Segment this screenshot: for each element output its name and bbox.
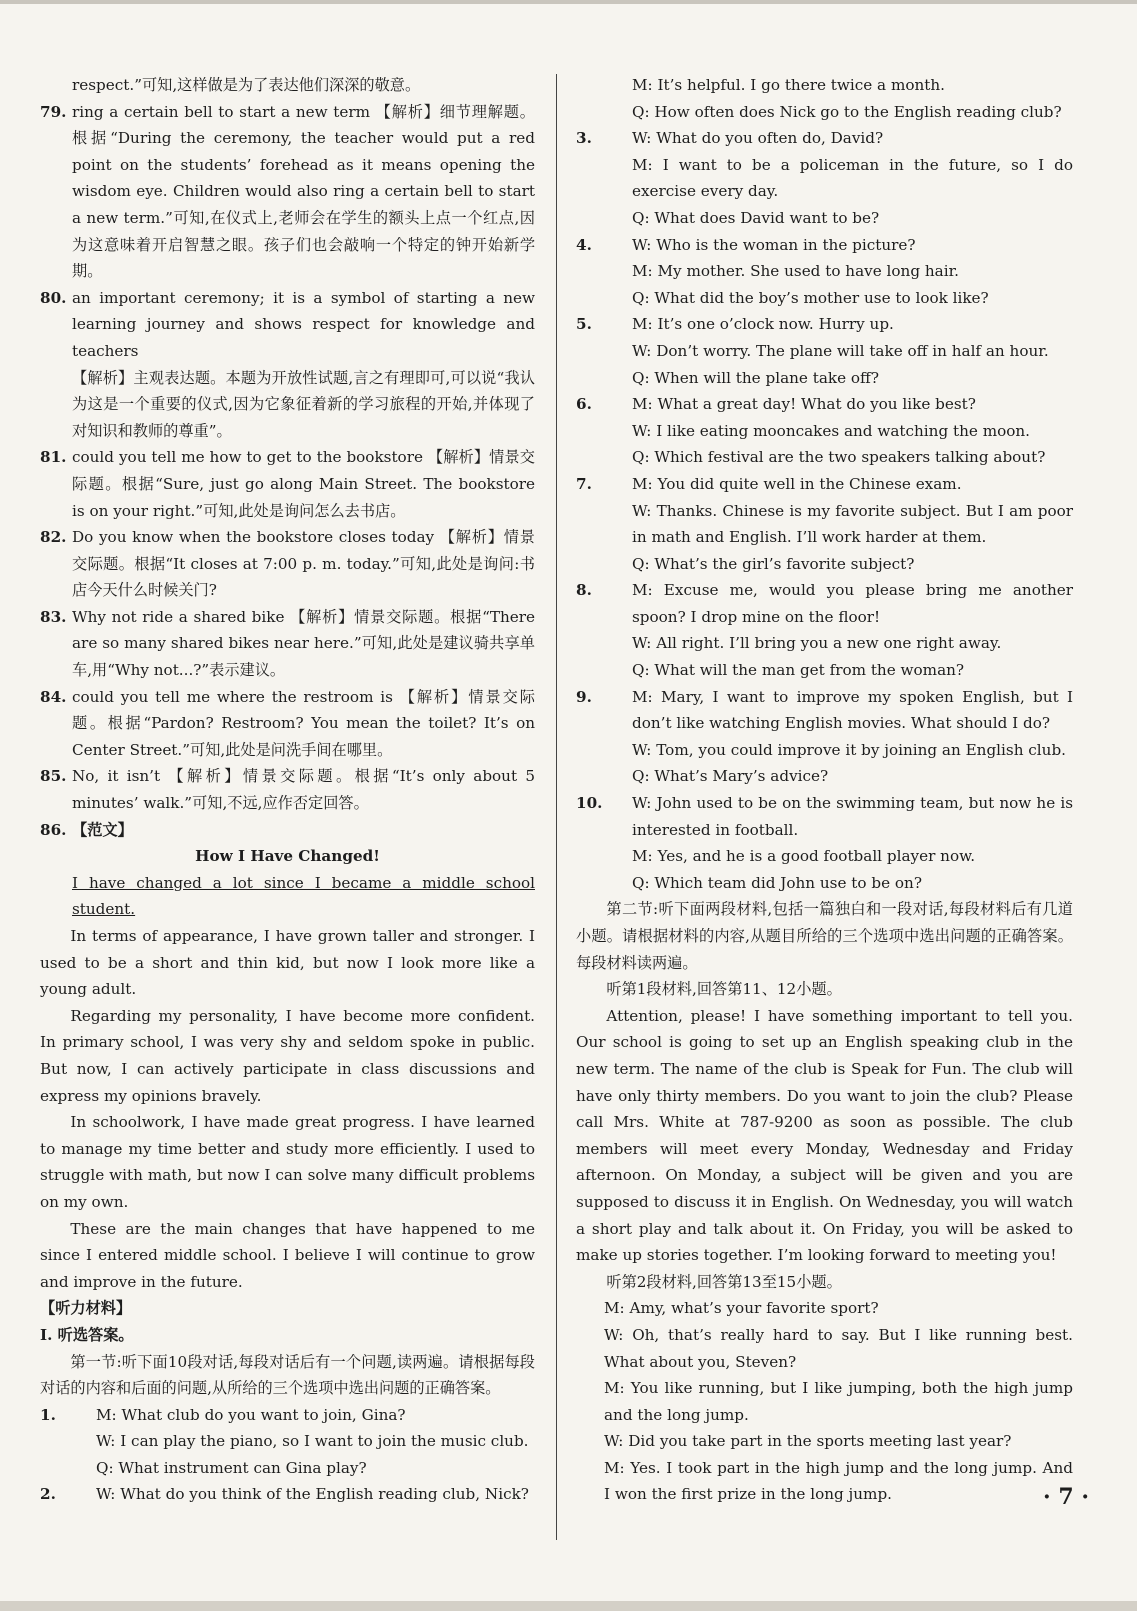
dialogue-5-question: Q: When will the plane take off?: [632, 368, 879, 387]
continued-text: respect.”可知,这样做是为了表达他们深深的敬意。: [72, 76, 421, 94]
answer-86: 86. 【范文】: [40, 820, 133, 839]
material-2-line: W: Did you take part in the sports meeting last year?: [604, 1432, 1012, 1451]
answer-82: 82. Do you know when the bookstore closes today 【解析】情景交际题。根据“It closes at 7:00 p. m. today.”可知,此处是询问:书店今天什么时候关门?: [40, 528, 535, 600]
dialogue-7-line-b: W: Thanks. Chinese is my favorite subject. But I am poor in math and English. I’ll work harder at them.: [632, 501, 1073, 547]
dialogue-3-question: Q: What does David want to be?: [632, 208, 880, 227]
dialogue-7-question: Q: What’s the girl’s favorite subject?: [632, 554, 915, 573]
dialogue-4-question: Q: What did the boy’s mother use to look like?: [632, 288, 989, 307]
material-1-monologue: Attention, please! I have something important to tell you. Our school is going to set up an English speaking club in the new term. The name of the club is Speak for Fun. The club will have only thirty members. Do you want to join the club? Please call Mrs. White at 787-9200 as soon as possible. The club members will meet every Monday, Wednesday and Friday afternoon. On Monday, a subject will be given and you are supposed to discuss it in English. On Wednesday, you will watch a short play and talk about it. On Friday, you will be asked to make up stories together. I’m looking forward to meeting you!: [576, 1006, 1073, 1265]
page-number: · 7 ·: [1043, 1484, 1089, 1510]
answer-81: 81. could you tell me how to get to the bookstore 【解析】情景交际题。根据“Sure, just go along Main Street. The bookstore is on your right.”可知,此处是询问怎么去书店。: [40, 448, 535, 520]
essay-paragraph-1: In terms of appearance, I have grown taller and stronger. I used to be a short and thin kid, but now I look more like a young adult.: [40, 927, 535, 999]
dialogue-6-line-a: 6. M: What a great day! What do you like best?: [576, 395, 976, 414]
material-2-header: 听第2段材料,回答第13至15小题。: [606, 1272, 842, 1291]
essay-first-line: I have changed a lot since I became a middle school student.: [72, 873, 535, 919]
dialogue-8-question: Q: What will the man get from the woman?: [632, 661, 965, 680]
bottom-band: [0, 1601, 1137, 1611]
dialogue-2-line-a: 2. W: What do you think of the English reading club, Nick?: [40, 1485, 529, 1504]
dialogue-6-question: Q: Which festival are the two speakers talking about?: [632, 448, 1046, 467]
left-column: [40, 72, 535, 1508]
dialogue-9-question: Q: What’s Mary’s advice?: [632, 767, 829, 786]
dialogue-1-question: Q: What instrument can Gina play?: [96, 1458, 367, 1477]
dialogue-8-line-b: W: All right. I’ll bring you a new one right away.: [632, 634, 1002, 653]
answer-84: 84. could you tell me where the restroom is 【解析】情景交际题。根据“Pardon? Restroom? You mean the toilet? It’s on Center Street.”可知,此处是问洗手间在哪里。: [40, 687, 535, 759]
essay-paragraph-2: Regarding my personality, I have become more confident. In primary school, I was very shy and seldom spoke in public. But now, I can actively participate in class discussions and express my opinions bravely.: [40, 1006, 535, 1105]
dialogue-8-line-a: 8. M: Excuse me, would you please bring me another spoon? I drop mine on the floor!: [576, 581, 1073, 626]
top-rule: [0, 0, 1137, 4]
dialogue-5-line-a: 5. M: It’s one o’clock now. Hurry up.: [576, 315, 894, 334]
answer-80-analysis: 【解析】主观表达题。本题为开放性试题,言之有理即可,可以说“我认为这是一个重要的仪式,因为它象征着新的学习旅程的开始,并体现了对知识和教师的尊重”。: [72, 368, 535, 440]
dialogue-5-line-b: W: Don’t worry. The plane will take off in half an hour.: [632, 341, 1049, 360]
material-2-line: W: Oh, that’s really hard to say. But I like running best. What about you, Steven?: [604, 1325, 1073, 1371]
material-2-line: M: You like running, but I like jumping, both the high jump and the long jump.: [604, 1379, 1073, 1424]
dialogue-10-line-b: M: Yes, and he is a good football player now.: [632, 847, 976, 866]
section-1-title: I. 听选答案。: [40, 1325, 134, 1344]
dialogue-9-line-b: W: Tom, you could improve it by joining an English club.: [632, 740, 1066, 759]
material-1-header: 听第1段材料,回答第11、12小题。: [606, 980, 842, 999]
dialogue-3-line-b: M: I want to be a policeman in the future, so I do exercise every day.: [632, 155, 1073, 201]
dialogue-10-question: Q: Which team did John use to be on?: [632, 873, 922, 892]
listening-header: 【听力材料】: [40, 1299, 132, 1318]
dialogue-10-line-a: 10. W: John used to be on the swimming team, but now he is interested in football.: [576, 794, 1073, 839]
dialogue-3-line-a: 3. W: What do you often do, David?: [576, 129, 884, 148]
section-2-instructions: 第二节:听下面两段材料,包括一篇独白和一段对话,每段材料后有几道小题。请根据材料的内容,从题目所给的三个选项中选出问题的正确答案。每段材料读两遍。: [576, 900, 1073, 972]
material-2-line: M: Amy, what’s your favorite sport?: [604, 1299, 879, 1318]
answer-85: 85. No, it isn’t 【解析】情景交际题。根据“It’s only about 5 minutes’ walk.”可知,不远,应作否定回答。: [40, 767, 535, 813]
dialogue-1-line-a: 1. M: What club do you want to join, Gina?: [40, 1405, 406, 1424]
dialogue-9-line-a: 9. M: Mary, I want to improve my spoken English, but I don’t like watching English movies. What should I do?: [576, 687, 1073, 733]
answer-79: 79. ring a certain bell to start a new term 【解析】细节理解题。根据“During the ceremony, the teacher would put a red point on the students’ forehead as it means opening the wisdom eye. Children would also ring a certain bell to start a new term.”可知,在仪式上,老师会在学生的额头上点一个红点,因为这意味着开启智慧之眼。孩子们也会敲响一个特定的钟开始新学期。: [40, 102, 535, 281]
dialogue-4-line-b: M: My mother. She used to have long hair.: [632, 262, 959, 281]
dialogue-2-question: Q: How often does Nick go to the English reading club?: [632, 102, 1062, 121]
column-divider: [556, 74, 557, 1540]
material-2-line: M: Yes. I took part in the high jump and the long jump. And I won the first prize in the long jump.: [604, 1458, 1073, 1504]
essay-paragraph-3: In schoolwork, I have made great progress. I have learned to manage my time better and study more efficiently. I used to struggle with math, but now I can solve many difficult problems on my own.: [40, 1113, 535, 1211]
dialogue-6-line-b: W: I like eating mooncakes and watching the moon.: [632, 421, 1030, 440]
right-column: [576, 72, 1073, 1508]
dialogue-7-line-a: 7. M: You did quite well in the Chinese exam.: [576, 474, 962, 493]
dialogue-4-line-a: 4. W: Who is the woman in the picture?: [576, 235, 916, 254]
answer-83: 83. Why not ride a shared bike 【解析】情景交际题。根据“There are so many shared bikes near here.”可知,此处是建议骑共享单车,用“Why not...?”表示建议。: [40, 607, 535, 680]
dialogue-1-line-b: W: I can play the piano, so I want to join the music club.: [96, 1432, 529, 1451]
answer-80: 80. an important ceremony; it is a symbol of starting a new learning journey and shows respect for knowledge and teachers: [40, 288, 535, 360]
essay-title: How I Have Changed!: [195, 847, 380, 866]
dialogue-2-line-b: M: It’s helpful. I go there twice a month.: [632, 76, 945, 94]
essay-paragraph-4: These are the main changes that have happened to me since I entered middle school. I believe I will continue to grow and improve in the future.: [40, 1219, 535, 1291]
section-1-instructions: 第一节:听下面10段对话,每段对话后有一个问题,读两遍。请根据每段对话的内容和后面的问题,从所给的三个选项中选出问题的正确答案。: [40, 1352, 535, 1398]
